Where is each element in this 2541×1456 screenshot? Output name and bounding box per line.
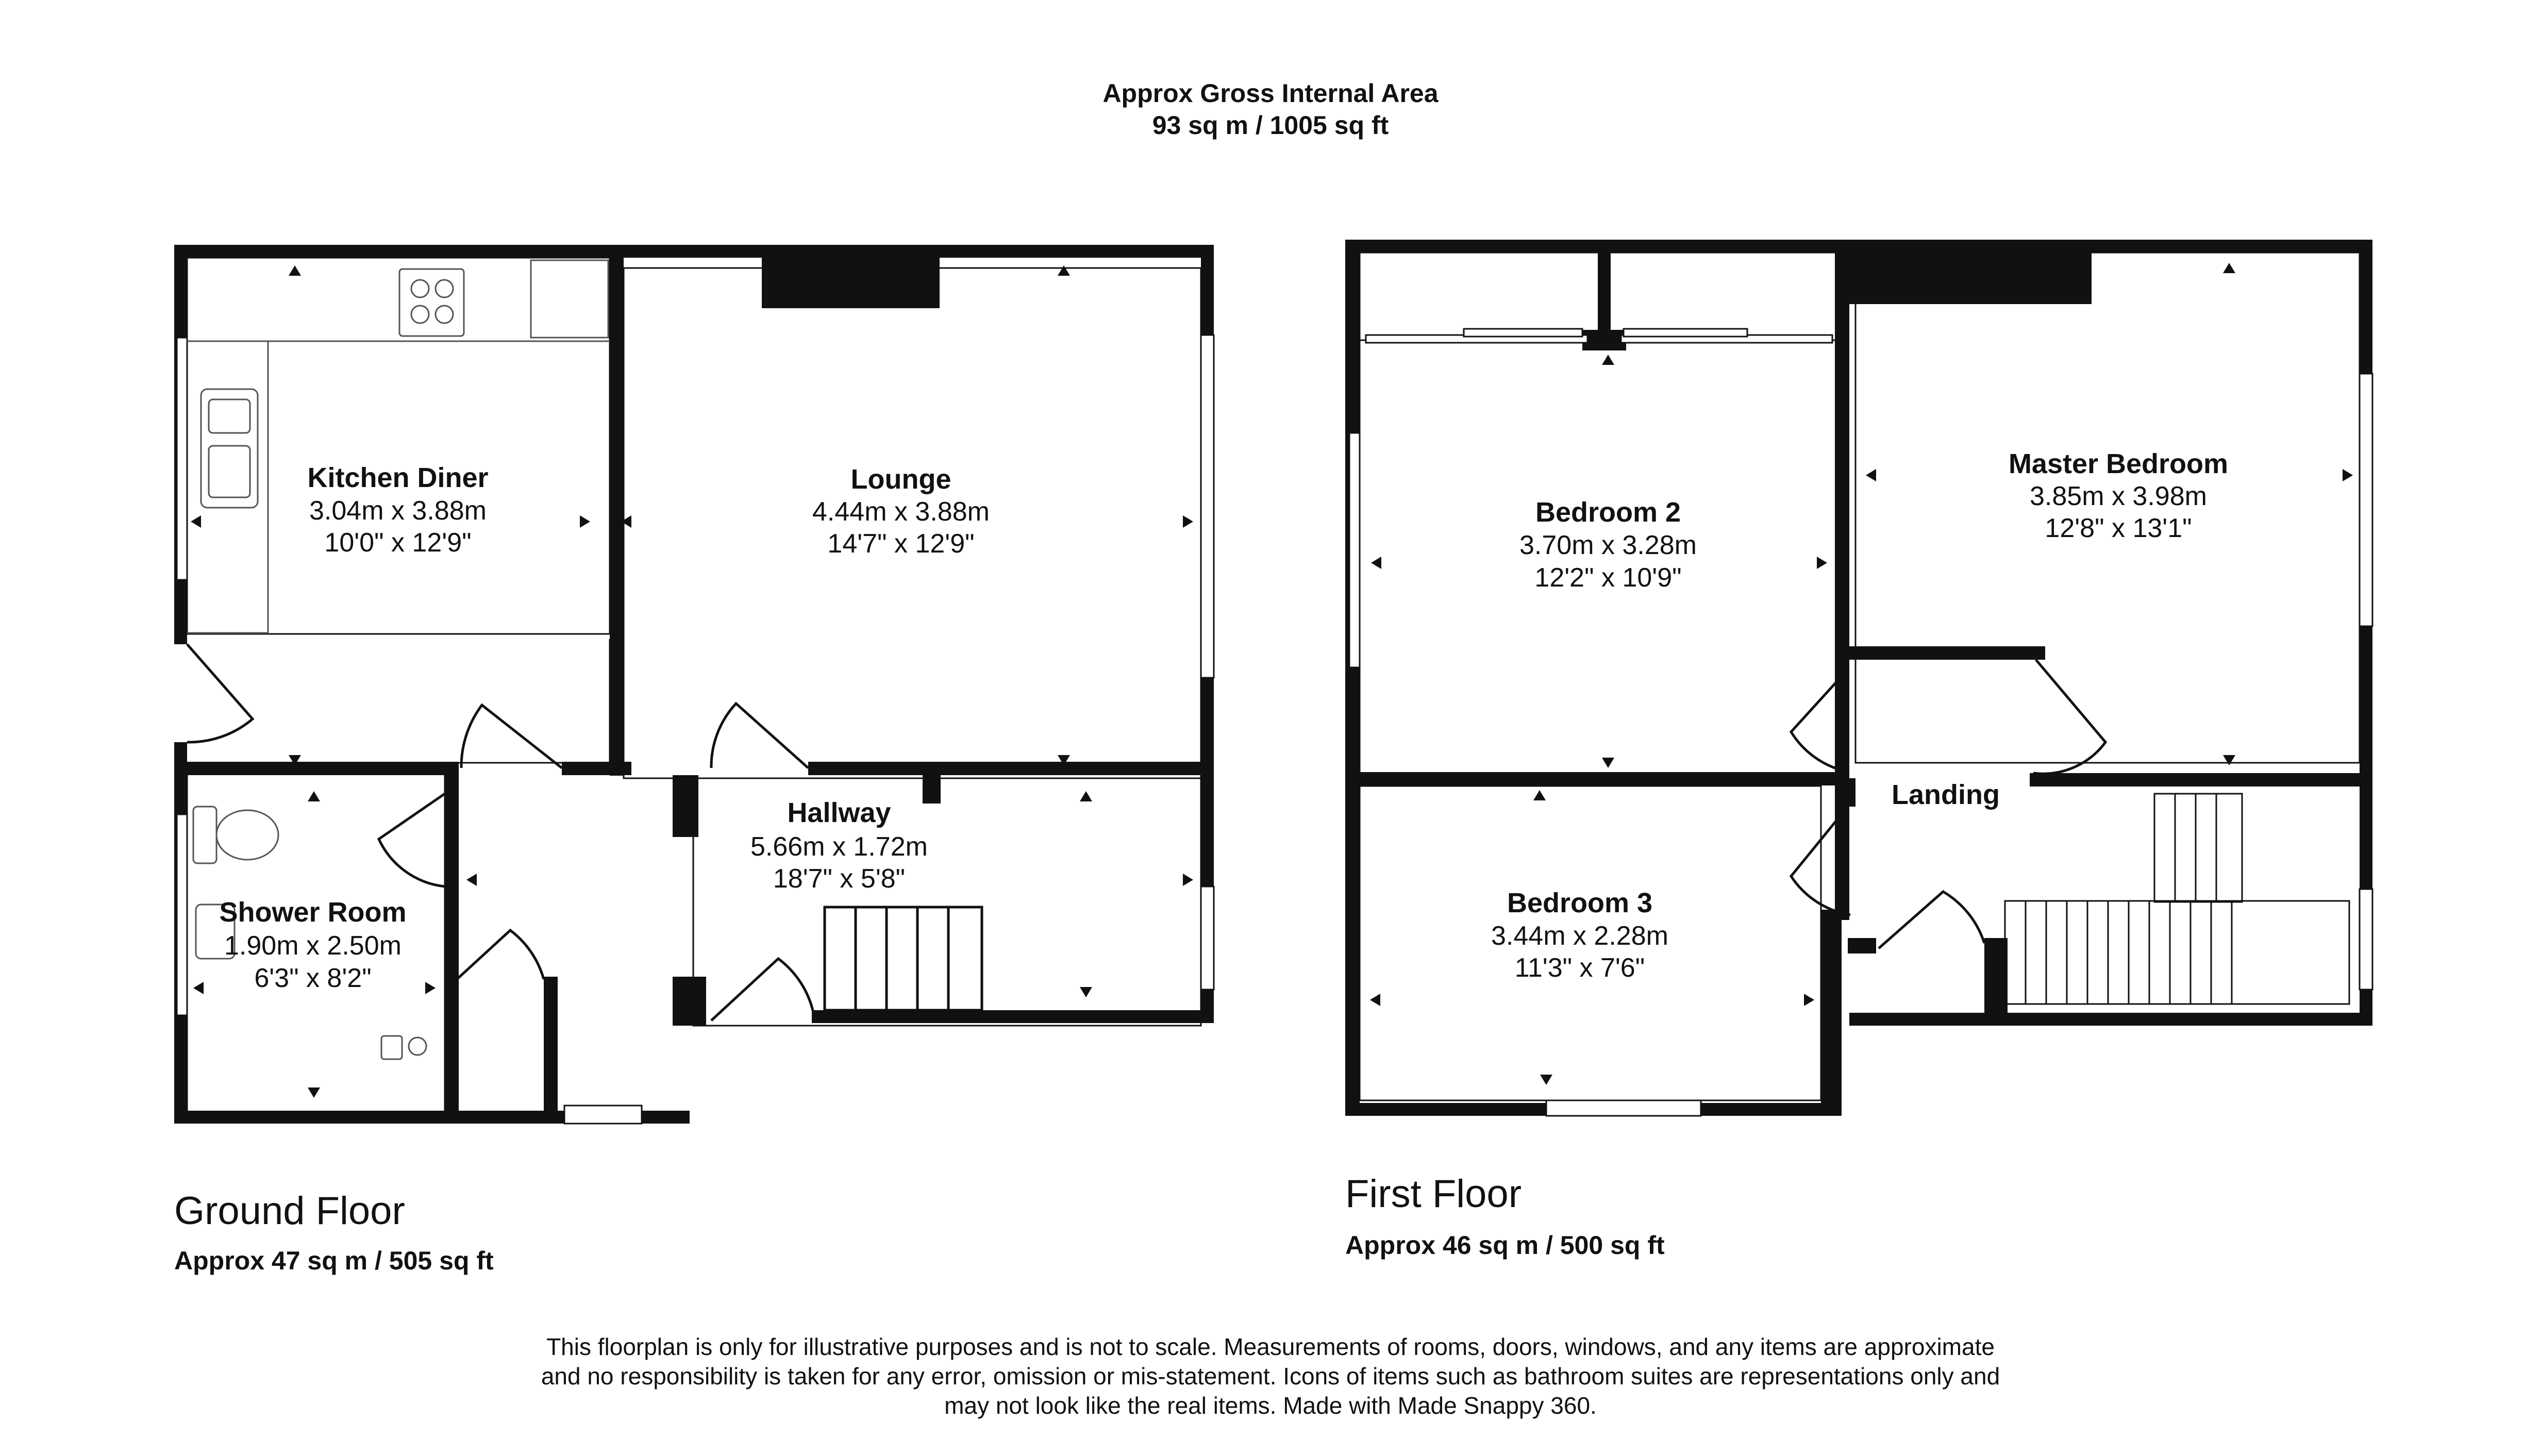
room-imperial: 18'7" x 5'8" <box>773 864 906 894</box>
first-floor-area: Approx 46 sq m / 500 sq ft <box>1345 1231 1665 1260</box>
room-name: Shower Room <box>219 897 407 928</box>
disclaimer-line: and no responsibility is taken for any error, omission or mis-statement. Icons of items such as bathroom suites are representations only and <box>541 1363 2000 1390</box>
room-metric: 4.44m x 3.88m <box>812 497 990 527</box>
room-bedroom-2 <box>1519 497 1697 593</box>
gross-area-value: 93 sq m / 1005 sq ft <box>1152 111 1389 140</box>
room-imperial: 10'0" x 12'9" <box>324 528 472 558</box>
room-name: Hallway <box>787 797 891 828</box>
room-bedroom-3 <box>1491 888 1668 983</box>
first-floor-label: First Floor <box>1345 1172 1522 1216</box>
room-lounge <box>812 464 990 559</box>
room-metric: 3.70m x 3.28m <box>1519 530 1697 560</box>
disclaimer-line: This floorplan is only for illustrative purposes and is not to scale. Measurements of rooms, doors, windows, and any items are approximate <box>546 1333 1995 1360</box>
room-name: Lounge <box>850 464 951 495</box>
room-metric: 1.90m x 2.50m <box>224 931 402 961</box>
disclaimer-line: may not look like the real items. Made with Made Snappy 360. <box>944 1392 1597 1419</box>
room-metric: 5.66m x 1.72m <box>750 832 928 862</box>
room-master-bedroom <box>2009 448 2228 543</box>
room-metric: 3.44m x 2.28m <box>1491 921 1668 951</box>
room-hallway <box>750 797 928 894</box>
room-name: Kitchen Diner <box>307 462 489 493</box>
room-name: Bedroom 2 <box>1535 497 1681 528</box>
room-imperial: 12'8" x 13'1" <box>2045 513 2192 543</box>
first-floor-plan <box>1345 240 2372 1116</box>
room-metric: 3.04m x 3.88m <box>309 496 487 526</box>
room-name: Master Bedroom <box>2008 448 2229 479</box>
disclaimer <box>464 1332 2077 1420</box>
room-name: Bedroom 3 <box>1507 888 1653 918</box>
room-metric: 3.85m x 3.98m <box>2030 481 2207 511</box>
ground-floor-plan <box>174 245 1214 1124</box>
room-imperial: 6'3" x 8'2" <box>254 963 372 993</box>
ground-floor-label: Ground Floor <box>174 1189 405 1233</box>
ground-floor-area: Approx 47 sq m / 505 sq ft <box>174 1246 494 1275</box>
room-landing <box>1892 779 2000 810</box>
room-name: Landing <box>1892 779 2000 810</box>
room-imperial: 12'2" x 10'9" <box>1534 563 1682 593</box>
room-shower-room <box>219 897 406 993</box>
room-imperial: 11'3" x 7'6" <box>1514 953 1645 983</box>
room-imperial: 14'7" x 12'9" <box>827 529 975 559</box>
room-kitchen-diner <box>307 462 488 558</box>
gross-area-title: Approx Gross Internal Area <box>1102 79 1439 108</box>
